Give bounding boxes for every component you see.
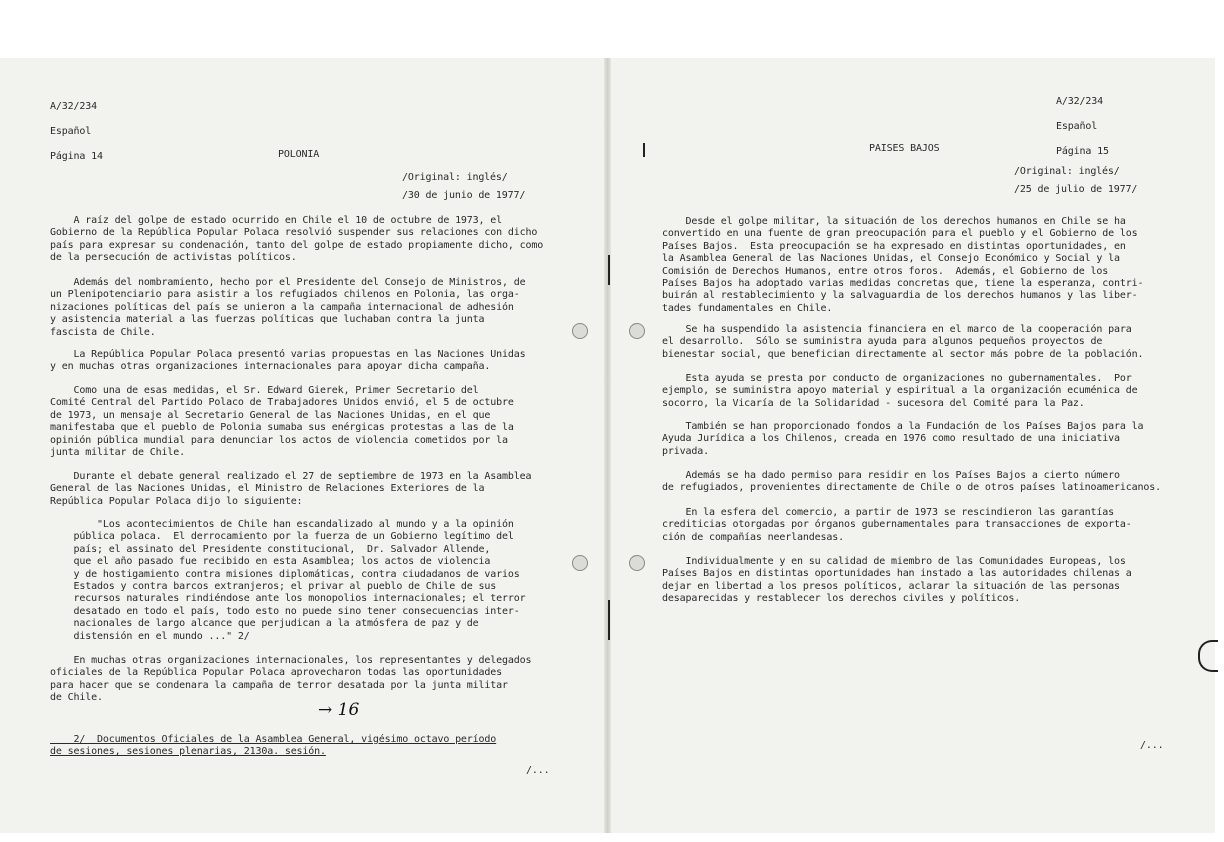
handwritten-annotation: → 16 xyxy=(318,700,360,720)
paragraph: En muchas otras organizaciones internacionales, los representantes y delegados oficiales de la República Popular Polaca aprovecharon todas las oportunidades para hacer que se condenara la campaña de terror desatada por la junta militar de Chile. xyxy=(50,655,532,704)
left-header xyxy=(50,89,103,176)
page-edge-mark xyxy=(1198,640,1218,672)
paragraph: Se ha suspendido la asistencia financiera en el marco de la cooperación para el desarrollo. Sólo se suministra ayuda para algunos pequeños proyectos de bienestar social, que benefician directamente al sector más pobre de la población. xyxy=(662,324,1144,360)
punch-hole xyxy=(629,555,645,571)
section-title: PAISES BAJOS xyxy=(869,143,940,154)
page-gutter xyxy=(604,58,611,833)
paragraph: Individualmente y en su calidad de miembro de las Comunidades Europeas, los Países Bajos en distintas oportunidades han instado a las autoridades chilenas a dejar en libertad a los presos políticos, aclarar la situación de las personas desaparecidas y restablecer los derechos civiles y políticos. xyxy=(662,556,1132,605)
paragraph: Desde el golpe militar, la situación de los derechos humanos en Chile se ha convertido en una fuente de gran preocupación para el pueblo y el Gobierno de los Países Bajos. Esta preocupación se ha expresado en distintas oportunidades, en la Asamblea General de las Naciones Unidas, el Consejo Económico y Social y la Comisión de Derechos Humanos, entre otros foros. Además, el Gobierno de los Países Bajos ha adoptado varias medidas concretas que, tiene la esperanza, contri- buirán al restablecimiento y la salvaguardia de los derechos humanos y las liber- tades fundamentales en Chile. xyxy=(662,216,1144,314)
doc-language: Español xyxy=(1056,121,1098,133)
report-date: /25 de julio de 1977/ xyxy=(1014,184,1138,195)
quotation: "Los acontecimientos de Chile han escandalizado al mundo y a la opinión pública polaca. El derrocamiento por la fuerza de un Gobierno legítimo del país; el assinato del Presidente constitucional, Dr. Salvador Allende, que el año pasado fue recibido en esta Asamblea; los actos de violencia y de hostigamiento contra misiones diplomáticas, contra ciudadanos de varios Estados y contra barcos extranjeros; el privar al pueblo de Chile de sus recursos naturales rindiéndose ante los monopolios internacionales; el terror desatado en todo el país, todo esto no puede sino tener consecuencias inter- nacionales de largo alcance que perjudican a la atmósfera de paz y de distensión en el mundo ..." 2/ xyxy=(73,519,526,642)
paragraph: A raíz del golpe de estado ocurrido en Chile el 10 de octubre de 1973, el Gobierno de la República Popular Polaca resolvió suspender sus relaciones con dicho país para expresar su condenación, tanto del golpe de estado propiamente dicho, como de la persecución de activistas políticos. xyxy=(50,215,544,264)
paragraph: Además se ha dado permiso para residir en los Países Bajos a cierto número de refugiados, provenientes directamente de Chile o de otros países latinoamericanos. xyxy=(662,470,1161,494)
paragraph: Esta ayuda se presta por conducto de organizaciones no gubernamentales. Por ejemplo, se suministra apoyo material y espiritual a la organización ecuménica de socorro, la Vicaría de la Solidaridad - sucesora del Comité para la Paz. xyxy=(662,373,1138,409)
original-language: /Original: inglés/ xyxy=(1014,166,1120,177)
doc-symbol: A/32/234 xyxy=(1056,96,1103,108)
punch-hole xyxy=(572,323,588,339)
margin-mark xyxy=(608,255,610,285)
original-language: /Original: inglés/ xyxy=(402,172,508,183)
paragraph: La República Popular Polaca presentó varias propuestas en las Naciones Unidas y en muchas otras organizaciones internacionales para apoyar dicha campaña. xyxy=(50,349,526,373)
section-title: POLONIA xyxy=(278,149,320,160)
report-date: /30 de junio de 1977/ xyxy=(402,190,526,201)
doc-page-number: Página 15 xyxy=(1056,146,1109,158)
continuation-mark: /... xyxy=(1140,740,1164,751)
margin-mark xyxy=(608,600,610,640)
paragraph: Además del nombramiento, hecho por el Presidente del Consejo de Ministros, de un Plenipotenciario para asistir a los refugiados chilenos en Polonia, las orga- nizaciones políticas del país se unieron a la campaña internacional de adhesión y asistencia material a las fuerzas políticas que luchaban contra la junta fascista de Chile. xyxy=(50,277,526,338)
doc-symbol: A/32/234 xyxy=(50,101,97,113)
punch-hole xyxy=(629,323,645,339)
right-header xyxy=(1056,84,1109,171)
footnote: 2/ Documentos Oficiales de la Asamblea General, vigésimo octavo período de sesiones, sesiones plenarias, 2130a. sesión. xyxy=(50,734,497,758)
paragraph: Durante el debate general realizado el 27 de septiembre de 1973 en la Asamblea General de las Naciones Unidas, el Ministro de Relaciones Exteriores de la República Popular Polaca dijo lo siguiente: xyxy=(50,471,532,507)
paragraph: También se han proporcionado fondos a la Fundación de los Países Bajos para la Ayuda Jurídica a los Chilenos, creada en 1976 como resultado de una iniciativa privada. xyxy=(662,421,1144,457)
punch-hole xyxy=(572,555,588,571)
continuation-mark: /... xyxy=(526,765,550,776)
margin-mark xyxy=(643,143,645,157)
doc-language: Español xyxy=(50,126,92,138)
paragraph: Como una de esas medidas, el Sr. Edward Gierek, Primer Secretario del Comité Central del Partido Polaco de Trabajadores Unidos envió, el 5 de octubre de 1973, un mensaje al Secretario General de las Naciones Unidas, en el que manifestaba que el pueblo de Polonia sumaba sus enérgicas protestas a las de la opinión pública mundial para denunciar los actos de violencia cometidos por la junta militar de Chile. xyxy=(50,385,514,459)
doc-page-number: Página 14 xyxy=(50,151,103,163)
paragraph: En la esfera del comercio, a partir de 1973 se rescindieron las garantías crediticias otorgadas por órganos gubernamentales para transacciones de exporta- ción de compañías neerlandesas. xyxy=(662,507,1132,543)
